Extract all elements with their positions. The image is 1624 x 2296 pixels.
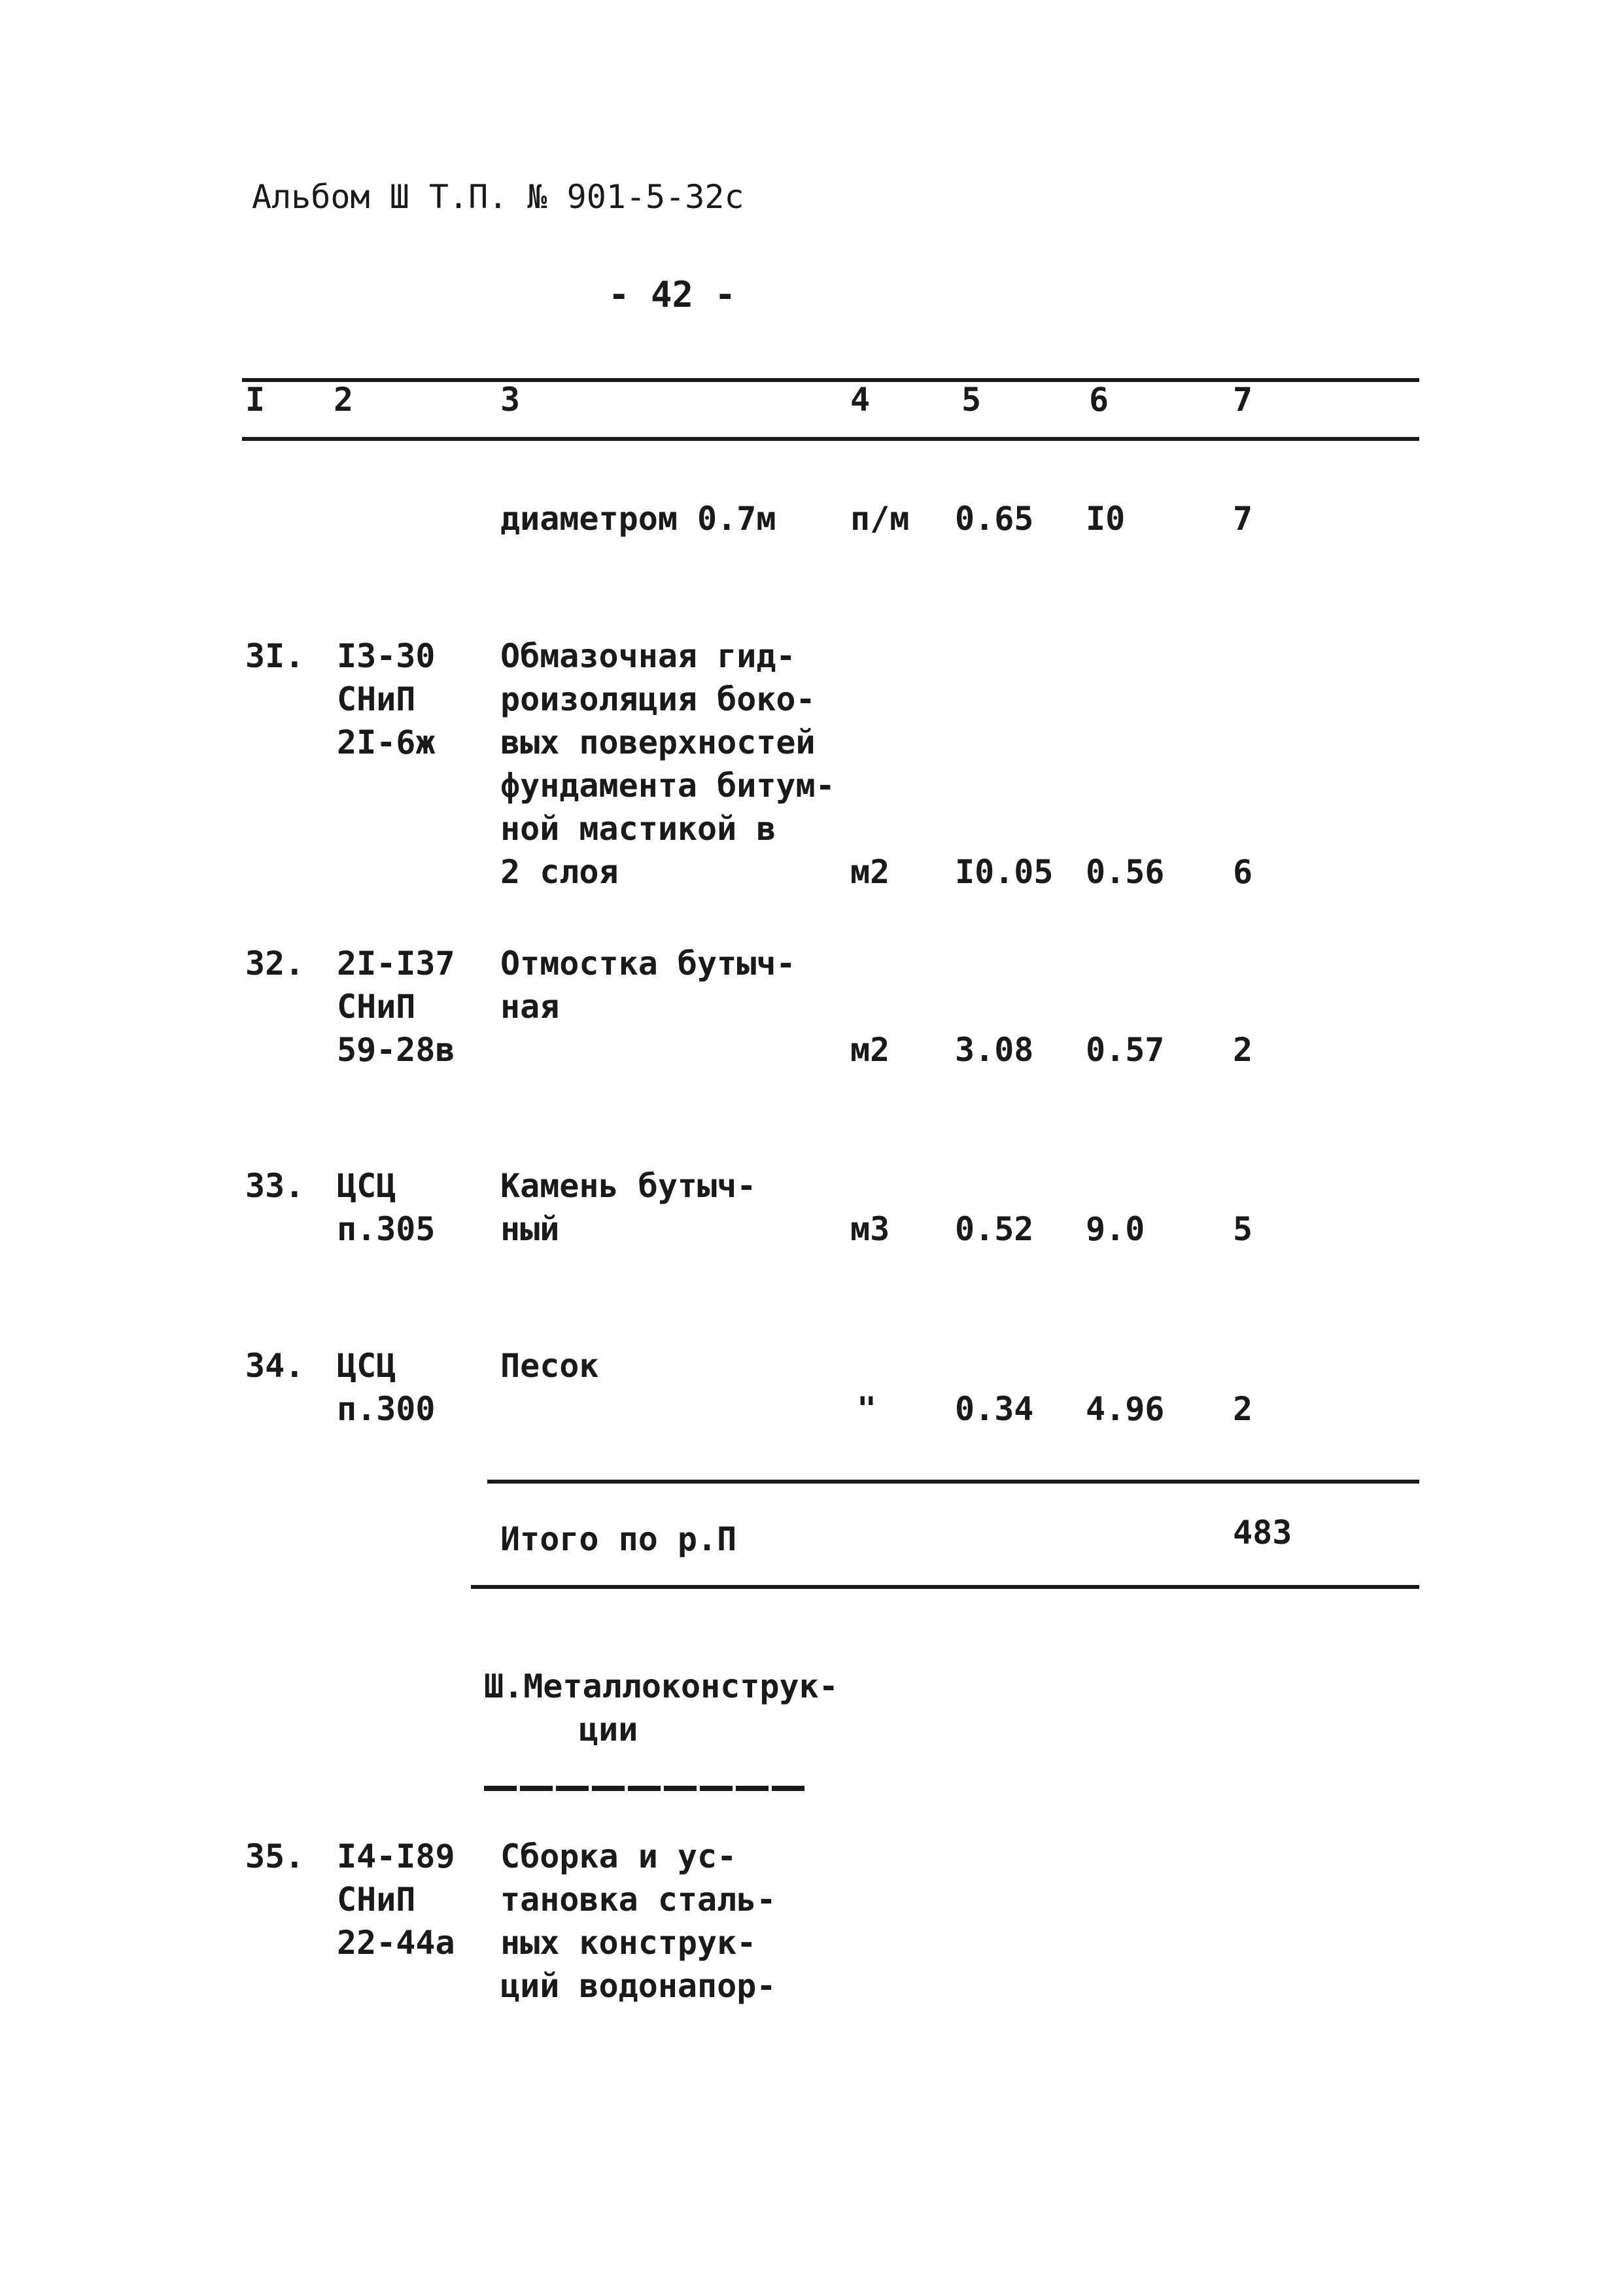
row-col6: 4.96 bbox=[1086, 1390, 1165, 1428]
row-description-line: тановка сталь- bbox=[500, 1881, 776, 1919]
col-header-4: 4 bbox=[850, 381, 871, 419]
row-description-line: роизоляция боко- bbox=[500, 680, 816, 718]
row-col7: 2 bbox=[1233, 1390, 1253, 1428]
row-code-line: ЦСЦ bbox=[337, 1167, 396, 1205]
section-title-line: ции bbox=[579, 1711, 638, 1748]
row-unit: " bbox=[857, 1390, 877, 1428]
row-col7: 2 bbox=[1233, 1031, 1253, 1069]
row-description-line: фундамента битум- bbox=[500, 767, 835, 805]
col-header-1: I bbox=[245, 381, 266, 419]
total-label: Итого по р.П bbox=[500, 1520, 737, 1558]
row-code-line: 22-44а bbox=[337, 1924, 455, 1962]
row-col7: 6 bbox=[1233, 853, 1253, 891]
section-title-line: Ш.Металлоконструк- bbox=[484, 1667, 838, 1705]
total-top-rule bbox=[487, 1480, 1419, 1484]
row-description-line: Песок bbox=[500, 1347, 599, 1385]
col-header-2: 2 bbox=[334, 381, 354, 419]
row-description-line: Обмазочная гид- bbox=[500, 637, 796, 675]
row-col6: I0 bbox=[1086, 500, 1126, 538]
col-header-5: 5 bbox=[961, 381, 982, 419]
row-number: 35. bbox=[245, 1837, 305, 1875]
row-description: диаметром 0.7м bbox=[500, 500, 776, 538]
row-number: 3I. bbox=[245, 637, 305, 675]
row-unit: м2 bbox=[850, 853, 890, 891]
row-description-line: ных конструк- bbox=[500, 1924, 757, 1962]
row-col5: 0.65 bbox=[955, 500, 1034, 538]
total-value: 483 bbox=[1233, 1514, 1292, 1552]
total-bottom-rule bbox=[471, 1585, 1419, 1589]
row-code-line: п.305 bbox=[337, 1210, 436, 1248]
row-code-line: 2I-6ж bbox=[337, 723, 436, 761]
row-description-line: ная bbox=[500, 988, 560, 1026]
row-col6: 9.0 bbox=[1086, 1210, 1145, 1248]
row-col5: 0.52 bbox=[955, 1210, 1034, 1248]
table-header-rule bbox=[242, 437, 1419, 441]
row-col7: 5 bbox=[1233, 1210, 1253, 1248]
row-number: 34. bbox=[245, 1347, 305, 1385]
row-code-line: 2I-I37 bbox=[337, 945, 455, 983]
row-number: 32. bbox=[245, 945, 305, 983]
row-code-line: СНиП bbox=[337, 1881, 416, 1919]
row-description-line: Камень бутыч- bbox=[500, 1167, 757, 1205]
row-code-line: п.300 bbox=[337, 1390, 436, 1428]
col-header-7: 7 bbox=[1233, 381, 1253, 419]
row-description-line: ный bbox=[500, 1210, 560, 1248]
row-code-line: 59-28в bbox=[337, 1031, 455, 1069]
row-description-line: 2 слоя bbox=[500, 853, 619, 891]
row-col5: 0.34 bbox=[955, 1390, 1034, 1428]
row-col6: 0.57 bbox=[1086, 1031, 1165, 1069]
page-number: - 42 - bbox=[608, 274, 736, 315]
row-description-line: вых поверхностей bbox=[500, 723, 816, 761]
album-header: Альбом Ш Т.П. № 901-5-32с bbox=[252, 178, 744, 216]
row-col5: 3.08 bbox=[955, 1031, 1034, 1069]
col-header-6: 6 bbox=[1089, 381, 1109, 419]
row-unit: п/м bbox=[850, 500, 910, 538]
row-code-line: СНиП bbox=[337, 988, 416, 1026]
row-description-line: ций водонапор- bbox=[500, 1967, 776, 2005]
row-unit: м3 bbox=[850, 1210, 890, 1248]
row-unit: м2 bbox=[850, 1031, 890, 1069]
row-code-line: I3-30 bbox=[337, 637, 436, 675]
row-col7: 7 bbox=[1233, 500, 1253, 538]
row-col6: 0.56 bbox=[1086, 853, 1165, 891]
row-description-line: ной мастикой в bbox=[500, 810, 776, 848]
row-col5: I0.05 bbox=[955, 853, 1054, 891]
row-code-line: ЦСЦ bbox=[337, 1347, 396, 1385]
row-description-line: Отмостка бутыч- bbox=[500, 945, 796, 983]
row-description-line: Сборка и ус- bbox=[500, 1837, 737, 1875]
row-number: 33. bbox=[245, 1167, 305, 1205]
col-header-3: 3 bbox=[500, 381, 521, 419]
row-code-line: СНиП bbox=[337, 680, 416, 718]
row-code-line: I4-I89 bbox=[337, 1837, 455, 1875]
